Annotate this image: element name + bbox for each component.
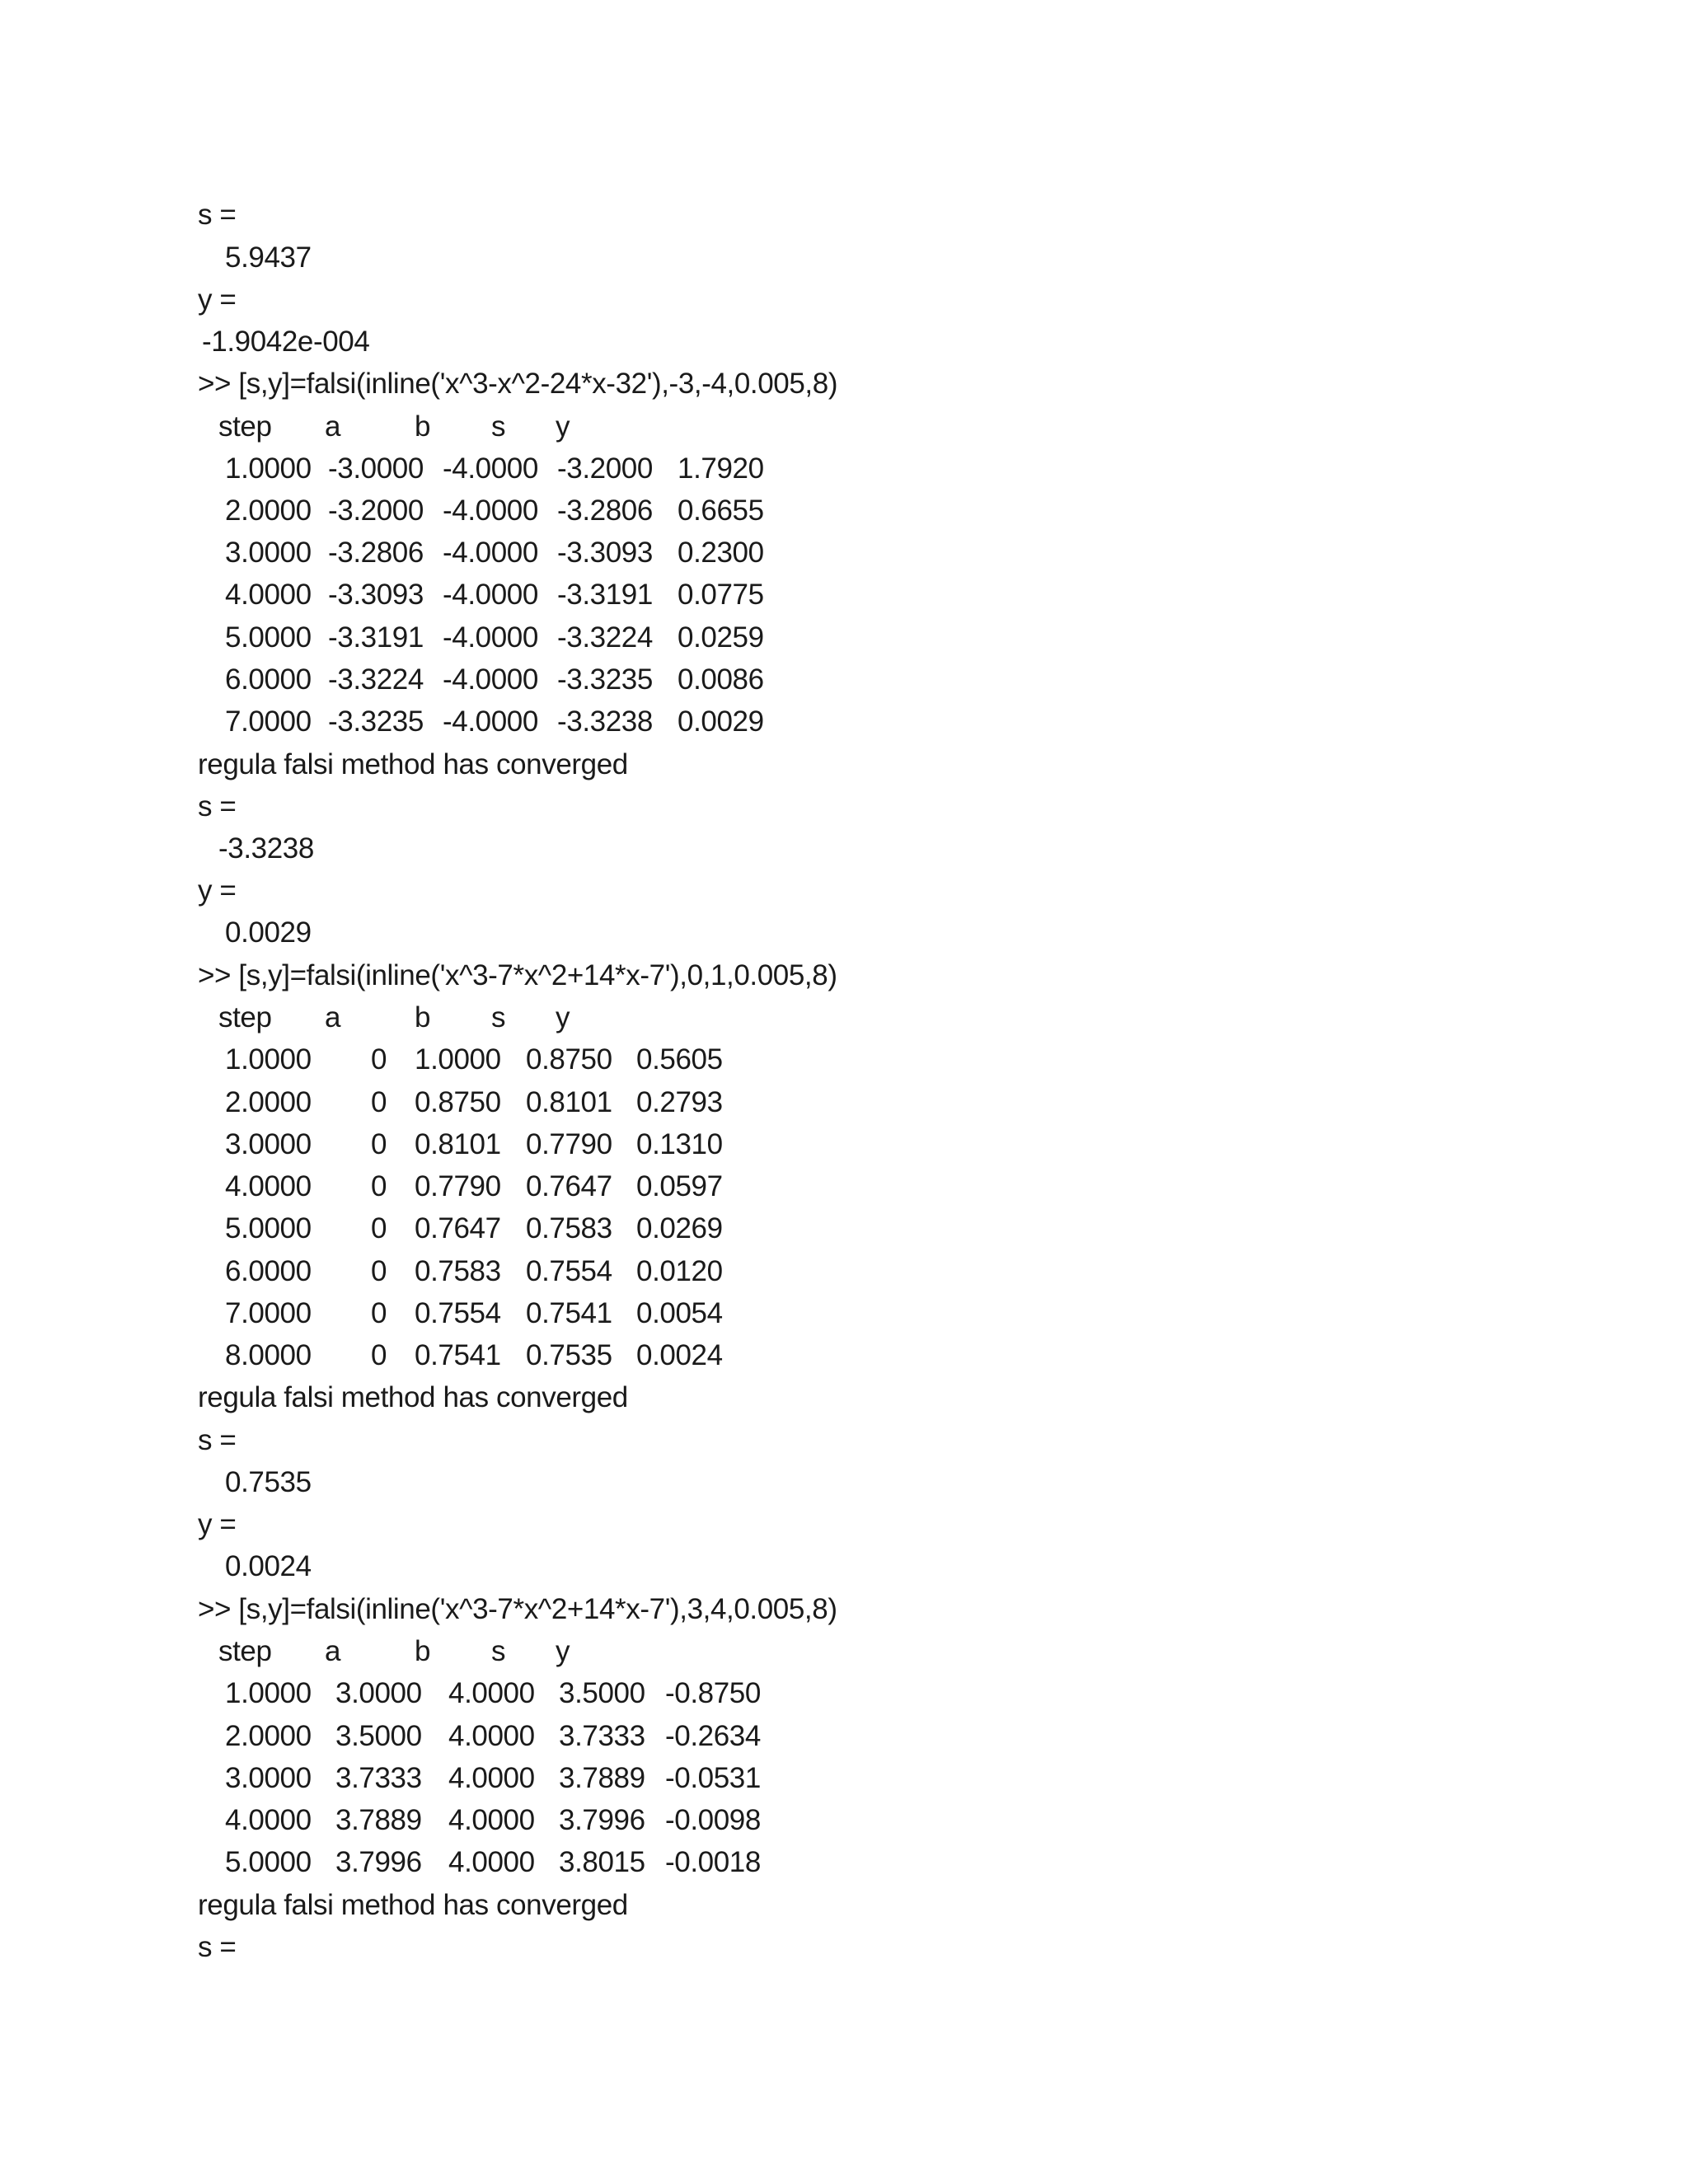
output-value: 3.0000 — [225, 537, 312, 569]
table-header-cell: s — [491, 1001, 506, 1033]
output-value: 5.0000 — [225, 621, 312, 654]
output-value: 0.0024 — [225, 1550, 312, 1582]
command-line: >> [s,y]=falsi(inline('x^3-x^2-24*x-32'),-3,-4,0.005,8) — [198, 368, 838, 400]
output-value: 0 — [371, 1128, 387, 1160]
output-value: -3.3093 — [557, 537, 653, 569]
output-value: -3.3235 — [557, 663, 653, 696]
status-message: regula falsi method has converged — [198, 748, 628, 780]
output-value: 0.0259 — [678, 621, 764, 654]
output-value: 4.0000 — [448, 1720, 535, 1752]
variable-label: y = — [198, 1508, 237, 1540]
variable-label: s = — [198, 1931, 237, 1963]
output-value: 0.7541 — [526, 1297, 612, 1329]
output-value: 5.0000 — [225, 1846, 312, 1878]
output-value: -3.2806 — [328, 537, 424, 569]
output-value: 0.8101 — [526, 1086, 612, 1118]
output-value: 0.0024 — [636, 1339, 723, 1371]
output-value: 3.0000 — [335, 1677, 422, 1709]
output-value: 1.7920 — [678, 452, 764, 485]
variable-label: s = — [198, 790, 237, 823]
output-value: 0.7554 — [526, 1255, 612, 1287]
status-message: regula falsi method has converged — [198, 1889, 628, 1921]
table-header-cell: s — [491, 1635, 506, 1667]
output-value: 8.0000 — [225, 1339, 312, 1371]
table-header-cell: a — [325, 1001, 341, 1033]
output-value: -4.0000 — [443, 452, 538, 485]
table-header-cell: b — [415, 410, 431, 443]
table-header-cell: a — [325, 410, 341, 443]
output-value: 0.0054 — [636, 1297, 723, 1329]
output-value: 4.0000 — [448, 1846, 535, 1878]
table-header-cell: y — [556, 1001, 570, 1033]
output-value: -3.3235 — [328, 705, 424, 738]
output-value: -4.0000 — [443, 537, 538, 569]
output-value: 3.0000 — [225, 1128, 312, 1160]
status-message: regula falsi method has converged — [198, 1381, 628, 1413]
command-line: >> [s,y]=falsi(inline('x^3-7*x^2+14*x-7'),3,4,0.005,8) — [198, 1593, 837, 1625]
output-value: 2.0000 — [225, 1086, 312, 1118]
table-header-cell: step — [218, 410, 272, 443]
output-value: 4.0000 — [225, 1804, 312, 1836]
output-value: -4.0000 — [443, 579, 538, 611]
output-value: -4.0000 — [443, 621, 538, 654]
output-value: -4.0000 — [443, 494, 538, 527]
output-value: 2.0000 — [225, 1720, 312, 1752]
output-value: 0.2793 — [636, 1086, 723, 1118]
output-value: 4.0000 — [448, 1762, 535, 1794]
output-value: -3.3093 — [328, 579, 424, 611]
output-value: 3.5000 — [335, 1720, 422, 1752]
output-value: -0.0018 — [665, 1846, 761, 1878]
table-header-cell: step — [218, 1001, 272, 1033]
output-value: 0 — [371, 1212, 387, 1244]
output-value: 0 — [371, 1339, 387, 1371]
output-value: 1.0000 — [225, 1677, 312, 1709]
output-value: 0.7647 — [415, 1212, 501, 1244]
output-value: 5.0000 — [225, 1212, 312, 1244]
output-value: 0.7583 — [415, 1255, 501, 1287]
output-value: 3.5000 — [559, 1677, 645, 1709]
output-value: 3.8015 — [559, 1846, 645, 1878]
output-value: 6.0000 — [225, 663, 312, 696]
output-value: 5.9437 — [225, 241, 312, 274]
output-value: 0.0597 — [636, 1170, 723, 1202]
output-value: -1.9042e-004 — [202, 326, 370, 358]
output-value: -3.2000 — [557, 452, 653, 485]
output-value: -4.0000 — [443, 705, 538, 738]
output-value: 0.8750 — [415, 1086, 501, 1118]
variable-label: s = — [198, 1424, 237, 1456]
output-value: 0.7535 — [526, 1339, 612, 1371]
output-value: -3.3224 — [328, 663, 424, 696]
output-value: 0.6655 — [678, 494, 764, 527]
output-value: 0 — [371, 1170, 387, 1202]
output-value: -3.3191 — [557, 579, 653, 611]
output-value: 0.1310 — [636, 1128, 723, 1160]
table-header-cell: b — [415, 1001, 431, 1033]
output-value: 1.0000 — [225, 1043, 312, 1076]
output-value: 0.0120 — [636, 1255, 723, 1287]
output-value: -3.3238 — [557, 705, 653, 738]
output-value: -0.0098 — [665, 1804, 761, 1836]
output-value: 6.0000 — [225, 1255, 312, 1287]
output-value: -4.0000 — [443, 663, 538, 696]
output-value: 4.0000 — [448, 1677, 535, 1709]
output-value: -0.8750 — [665, 1677, 761, 1709]
output-value: 4.0000 — [225, 1170, 312, 1202]
output-value: -3.3238 — [218, 832, 314, 865]
output-value: 3.7996 — [559, 1804, 645, 1836]
output-value: -3.2000 — [328, 494, 424, 527]
output-value: -3.3191 — [328, 621, 424, 654]
output-value: 0.7583 — [526, 1212, 612, 1244]
output-value: 3.7996 — [335, 1846, 422, 1878]
output-value: 0 — [371, 1255, 387, 1287]
output-value: 0.0029 — [678, 705, 764, 738]
variable-label: y = — [198, 284, 237, 316]
output-value: 0.7554 — [415, 1297, 501, 1329]
output-value: 0.7790 — [415, 1170, 501, 1202]
table-header-cell: s — [491, 410, 506, 443]
output-value: 7.0000 — [225, 705, 312, 738]
output-value: 3.7889 — [559, 1762, 645, 1794]
table-header-cell: b — [415, 1635, 431, 1667]
output-value: 0.0775 — [678, 579, 764, 611]
variable-label: s = — [198, 199, 237, 231]
output-value: 4.0000 — [448, 1804, 535, 1836]
output-value: 3.7333 — [559, 1720, 645, 1752]
output-value: 0.2300 — [678, 537, 764, 569]
variable-label: y = — [198, 874, 237, 907]
output-value: 4.0000 — [225, 579, 312, 611]
output-value: 0.0029 — [225, 916, 312, 949]
output-value: 0 — [371, 1043, 387, 1076]
output-value: -3.0000 — [328, 452, 424, 485]
output-value: 3.0000 — [225, 1762, 312, 1794]
output-value: 2.0000 — [225, 494, 312, 527]
output-value: 0.0086 — [678, 663, 764, 696]
output-value: 3.7889 — [335, 1804, 422, 1836]
output-value: -0.0531 — [665, 1762, 761, 1794]
table-header-cell: y — [556, 1635, 570, 1667]
table-header-cell: y — [556, 410, 570, 443]
table-header-cell: step — [218, 1635, 272, 1667]
output-value: 0.5605 — [636, 1043, 723, 1076]
output-value: -3.3224 — [557, 621, 653, 654]
output-value: 1.0000 — [415, 1043, 501, 1076]
output-value: 1.0000 — [225, 452, 312, 485]
output-value: 0.7647 — [526, 1170, 612, 1202]
output-value: 0.8750 — [526, 1043, 612, 1076]
output-value: 0.7541 — [415, 1339, 501, 1371]
output-value: 0.7535 — [225, 1466, 312, 1498]
command-line: >> [s,y]=falsi(inline('x^3-7*x^2+14*x-7'),0,1,0.005,8) — [198, 959, 837, 991]
table-header-cell: a — [325, 1635, 341, 1667]
output-value: 0.0269 — [636, 1212, 723, 1244]
output-value: 0.7790 — [526, 1128, 612, 1160]
output-value: 3.7333 — [335, 1762, 422, 1794]
output-value: 0 — [371, 1297, 387, 1329]
output-value: 0 — [371, 1086, 387, 1118]
output-value: -3.2806 — [557, 494, 653, 527]
output-value: 0.8101 — [415, 1128, 501, 1160]
output-value: 7.0000 — [225, 1297, 312, 1329]
output-value: -0.2634 — [665, 1720, 761, 1752]
